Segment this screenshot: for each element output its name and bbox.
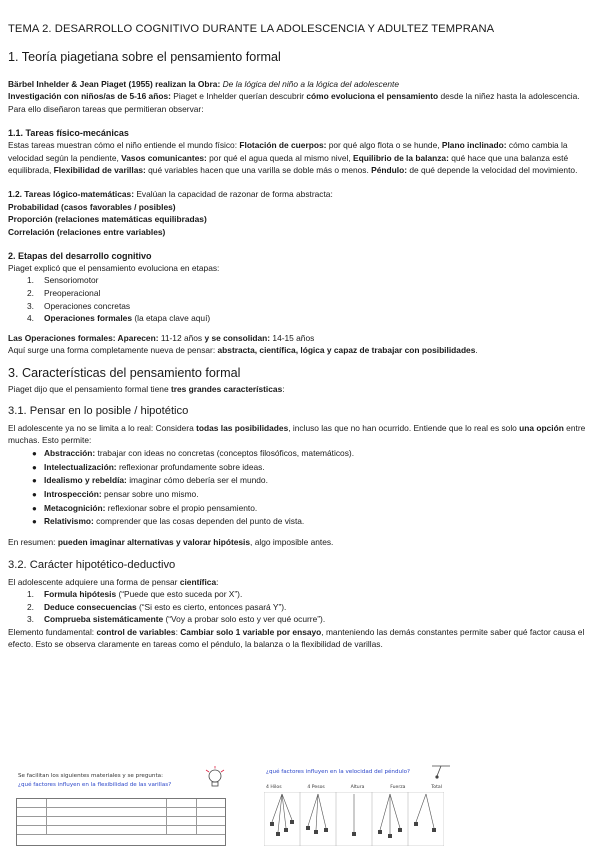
summary-line — [8, 536, 592, 548]
s31-text-3: entre muchas. Esto permite: — [8, 423, 586, 446]
investigation-bold: Investigación con niños/as de 5-16 años: — [8, 91, 171, 102]
variable-control-paragraph — [8, 626, 592, 651]
characteristic-bold: Introspección: — [44, 488, 102, 499]
section-3-intro — [8, 383, 592, 395]
formal-bold-2: y se consolidan: — [204, 332, 271, 343]
physical-text-6: qué variables hacen que una varilla se doble más o menos. — [148, 165, 369, 176]
characteristic-item: ● Abstracción: trabajar con ideas no concretas (conceptos filosóficos, matemáticos). — [32, 447, 355, 458]
characteristic-item: ● Metacognición: reflexionar sobre el propio pensamiento. — [32, 502, 258, 513]
physical-tasks-paragraph — [8, 139, 592, 176]
stage-label: Preoperacional — [44, 288, 101, 299]
summary-bold: pueden imaginar alternativas y valorar hipótesis — [57, 537, 251, 548]
step-text: (“Voy a probar solo esto y ver qué ocurre”). — [165, 614, 326, 625]
pendulum-col-label: 4 Pesos — [307, 785, 325, 790]
physical-bold-3: Vasos comunicantes: — [121, 152, 207, 163]
s32-intro-text: El adolescente adquiere una forma de pensar — [8, 576, 178, 587]
s31-bold-1: todas las posibilidades — [196, 423, 289, 434]
stage-label: Operaciones concretas — [44, 300, 131, 311]
new-thinking-end: . — [475, 345, 478, 356]
section-1-2-line — [8, 188, 592, 200]
document-title: TEMA 2. DESARROLLO COGNITIVO DURANTE LA ADOLESCENCIA Y ADULTEZ TEMPRANA — [8, 23, 495, 35]
element-text-2: : — [175, 626, 178, 637]
characteristic-text: trabajar con ideas no concretas (conceptos filosóficos, matemáticos). — [97, 447, 355, 458]
investigation-paragraph — [8, 90, 592, 115]
investigation-text: Piaget e Inhelder querían descubrir — [173, 91, 305, 102]
step-number: 3. — [27, 614, 34, 625]
logic-item — [8, 226, 592, 238]
s31-text-2: , incluso las que no han ocurrido. Entiende que lo real es solo — [288, 423, 517, 434]
characteristic-bold: Relativismo: — [44, 516, 94, 527]
element-text: Elemento fundamental: — [8, 626, 95, 637]
characteristic-item: ● Idealismo y rebeldía: imaginar cómo debería ser el mundo. — [32, 475, 268, 486]
section-1-2-heading: 1.2. Tareas lógico-matemáticas: — [8, 189, 134, 200]
pendulum-col-label: Total — [431, 785, 442, 790]
authors-paragraph — [8, 78, 592, 90]
section-1-1-heading: 1.1. Tareas físico-mecánicas — [8, 128, 129, 139]
lightbulb-icon — [204, 766, 226, 792]
section-3-1-heading: 3.1. Pensar en lo posible / hipotético — [8, 405, 189, 418]
physical-bold-2: Plano inclinado: — [441, 140, 507, 151]
investigation-bold2: cómo evoluciona el pensamiento — [306, 91, 439, 102]
rods-table — [16, 798, 226, 846]
step-bold: Formula hipótesis — [44, 588, 117, 599]
summary-text: En resumen: — [8, 537, 56, 548]
characteristic-text: reflexionar profundamente sobre ideas. — [118, 461, 265, 472]
authors-bold: Bärbel Inhelder & Jean Piaget (1955) realizan la Obra: — [8, 79, 221, 89]
physical-text-2: por qué algo flota o se hunde, — [328, 140, 440, 151]
characteristic-text: reflexionar sobre el propio pensamiento. — [107, 502, 258, 513]
step-bold: Deduce consecuencias — [44, 601, 137, 612]
section-3-intro-end: : — [282, 383, 285, 394]
pendulum-col-label: Fuerza — [390, 785, 406, 790]
physical-text-7: de qué depende la velocidad del movimiento. — [409, 165, 578, 176]
logic-item-correlation: Correlación (relaciones entre variables) — [8, 226, 166, 237]
step-item — [27, 588, 592, 601]
pendulum-caption: ¿qué factores influyen en la velocidad del péndulo? — [266, 769, 411, 775]
logic-item — [8, 213, 592, 225]
pendulum-col-label: 4 Hilos — [266, 785, 282, 790]
element-bold-2: Cambiar solo 1 variable por ensayo — [180, 626, 322, 637]
stage-item — [27, 287, 592, 300]
logic-item-proportion: Proporción (relaciones matemáticas equilibradas) — [8, 214, 207, 225]
step-number: 2. — [27, 601, 34, 612]
physical-text-1: Estas tareas muestran cómo el niño entiende el mundo físico: — [8, 140, 238, 151]
rods-experiment-figure — [8, 764, 230, 848]
stage-item — [27, 274, 592, 287]
physical-text-3: cómo cambia la velocidad según la pendiente, — [8, 140, 568, 163]
s31-bold-2: una opción — [519, 423, 564, 434]
s32-intro-end: : — [216, 576, 219, 587]
physical-bold-1: Flotación de cuerpos: — [239, 140, 327, 151]
step-text: (“Si esto es cierto, entonces pasará Y”). — [138, 601, 287, 612]
physical-bold-5: Flexibilidad de varillas: — [53, 165, 146, 176]
stage-number: 3. — [27, 300, 34, 311]
element-text-3: , manteniendo las demás constantes permite saber qué factor causa el efecto. Esto se observa claramente en tareas como el péndulo, la balanza o la flexibilidad de varillas. — [8, 626, 585, 650]
characteristic-item: ● Intelectualización: reflexionar profundamente sobre ideas. — [32, 461, 265, 472]
rods-caption-1: Se facilitan los siguientes materiales y se pregunta: — [18, 773, 163, 779]
pendulum-col-label: Altura — [350, 785, 365, 790]
stage-number: 4. — [27, 313, 34, 324]
characteristics-list — [32, 447, 592, 529]
stage-number: 1. — [27, 275, 34, 286]
characteristic-item: ● Introspección: pensar sobre uno mismo. — [32, 488, 199, 499]
characteristic-item: ● Relativismo: comprender que las cosas dependen del punto de vista. — [32, 516, 305, 527]
characteristic-bold: Idealismo y rebeldía: — [44, 475, 127, 486]
formal-age-2: 14-15 años — [272, 332, 315, 343]
formal-operations-line — [8, 332, 592, 344]
section-3-intro-bold: tres grandes características — [170, 383, 283, 394]
pendulum-drawings — [264, 792, 444, 846]
section-2-heading: 2. Etapas del desarrollo cognitivo — [8, 251, 152, 262]
characteristic-bold: Abstracción: — [44, 447, 96, 458]
section-3-intro-text: Piaget dijo que el pensamiento formal tiene — [8, 383, 169, 394]
physical-text-4: por qué el agua queda al mismo nivel, — [209, 152, 351, 163]
work-title: De la lógica del niño a la lógica del adolescente — [222, 79, 400, 89]
formal-age-1: 11-12 años — [160, 332, 203, 343]
s31-text-1: El adolescente ya no se limita a lo real: Considera — [8, 423, 194, 434]
stage-item — [27, 300, 592, 313]
characteristic-bold: Intelectualización: — [44, 461, 117, 472]
figures-strip — [8, 764, 592, 848]
rods-caption-2: ¿qué factores influyen en la flexibilidad de las varillas? — [18, 782, 172, 788]
steps-list — [27, 588, 592, 626]
s32-intro-bold: científica — [179, 576, 217, 587]
pendulum-sketch-icon — [430, 764, 452, 780]
stage-label: Operaciones formales — [44, 313, 132, 324]
characteristic-text: pensar sobre uno mismo. — [104, 488, 199, 499]
formal-bold: Las Operaciones formales: Aparecen: — [8, 332, 159, 343]
step-item — [27, 613, 592, 626]
stage-number: 2. — [27, 288, 34, 299]
pendulum-column-labels — [266, 784, 442, 792]
section-1-heading: 1. Teoría piagetiana sobre el pensamiento formal — [8, 50, 281, 64]
logic-item — [8, 201, 592, 213]
investigation-text2: desde la niñez hasta la adolescencia. Para ello diseñaron tareas que permitieran observar: — [8, 91, 580, 114]
section-2-intro: Piaget explicó que el pensamiento evoluciona en etapas: — [8, 263, 220, 274]
stage-note: (la etapa clave aquí) — [134, 313, 211, 324]
physical-bold-6: Péndulo: — [371, 165, 407, 176]
new-thinking-bold: abstracta, científica, lógica y capaz de trabajar con posibilidades — [217, 345, 476, 356]
stages-list — [27, 274, 592, 324]
characteristic-text: comprender que las cosas dependen del punto de vista. — [96, 516, 305, 527]
section-3-heading: 3. Características del pensamiento formal — [8, 365, 241, 380]
physical-bold-4: Equilibrio de la balanza: — [353, 152, 449, 163]
logic-item-probability: Probabilidad (casos favorables / posibles) — [8, 201, 176, 212]
characteristic-bold: Metacognición: — [44, 502, 106, 513]
section-3-2-intro — [8, 576, 592, 588]
characteristic-text: imaginar cómo debería ser el mundo. — [129, 475, 268, 486]
step-number: 1. — [27, 588, 34, 599]
physical-text-5: qué hace que una balanza esté equilibrada, — [8, 152, 569, 176]
step-text: (“Puede que esto suceda por X”). — [118, 588, 243, 599]
element-bold: control de variables — [96, 626, 176, 637]
step-item — [27, 601, 592, 614]
section-3-1-paragraph — [8, 422, 592, 447]
stage-label: Sensoriomotor — [44, 275, 99, 286]
stage-item — [27, 312, 592, 325]
section-1-2-intro: Evalúan la capacidad de razonar de forma abstracta: — [136, 189, 333, 200]
step-bold: Comprueba sistemáticamente — [44, 614, 164, 625]
summary-end: , algo imposible antes. — [250, 537, 334, 548]
new-thinking-text: Aquí surge una forma completamente nueva de pensar: — [8, 345, 216, 356]
new-thinking-line — [8, 344, 592, 356]
pendulum-experiment-figure — [258, 764, 448, 848]
section-3-2-heading: 3.2. Carácter hipotético-deductivo — [8, 558, 176, 571]
